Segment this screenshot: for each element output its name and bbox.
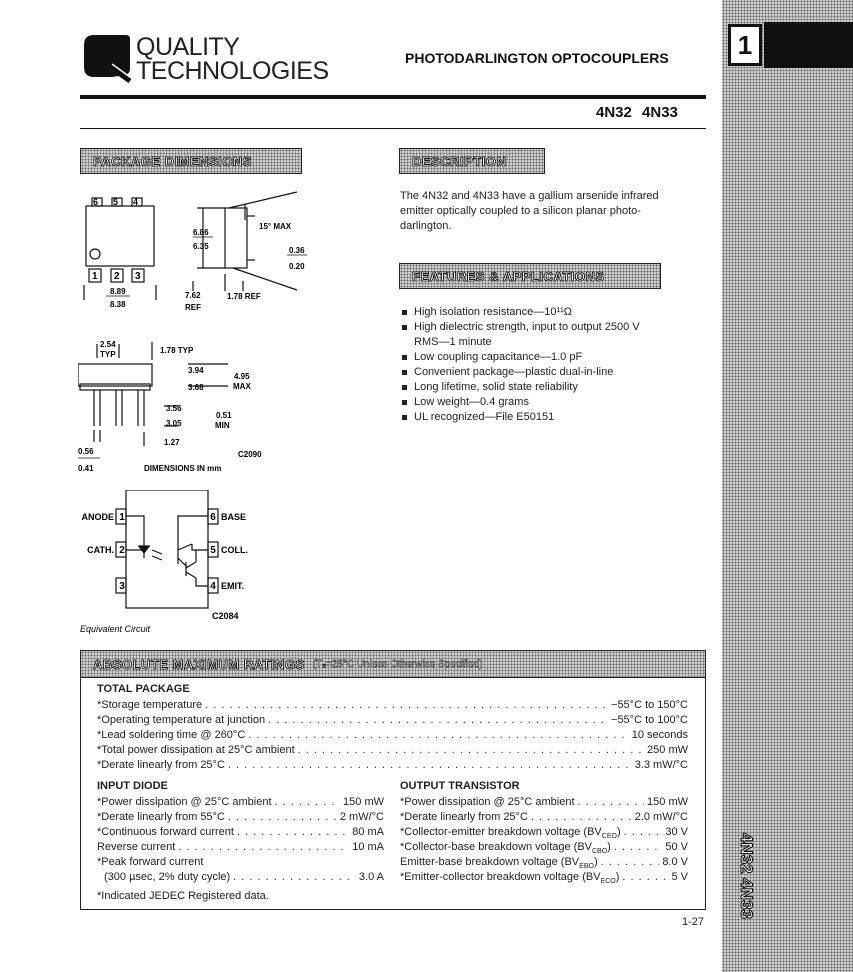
transistor-row: *Collector-base breakdown voltage $(BV_{CBO})$ . . . 50 V bbox=[400, 840, 688, 859]
transistor-row: Emitter-base breakdown voltage $(BV_{EBO})$ . . . 8.0 V bbox=[400, 855, 688, 874]
page-number: 1-27 bbox=[682, 916, 705, 928]
transistor-label: Emitter-base breakdown voltage (BV bbox=[400, 856, 580, 868]
diode-value: 3.0 A bbox=[358, 871, 384, 883]
lead-min: 0.20 bbox=[289, 262, 305, 271]
ratings-title: ABSOLUTE MAXIMUM RATINGS bbox=[93, 656, 305, 672]
feature-item-continuation: RMS—1 minute bbox=[414, 336, 492, 348]
units-note: DIMENSIONS IN mm bbox=[144, 464, 222, 473]
transistor-label: *Collector-base breakdown voltage (BV bbox=[400, 841, 592, 853]
part-numbers: 4N32 4N33 bbox=[596, 104, 678, 121]
rating-row bbox=[97, 758, 688, 772]
front-view-code: C2090 bbox=[238, 450, 262, 459]
pin-6-label: 6 bbox=[93, 197, 99, 207]
diode-row bbox=[97, 810, 384, 824]
transistor-row: *Collector-emitter breakdown voltage $(BV_{CEO})$ . . . 30 V bbox=[400, 825, 688, 844]
lead-width-min: 0.41 bbox=[78, 464, 94, 473]
feature-item: High isolation resistance—10¹¹Ω bbox=[400, 305, 710, 320]
transistor-value: 50 V bbox=[665, 841, 688, 853]
emitter-label: EMIT. bbox=[221, 581, 245, 591]
diode-row bbox=[104, 870, 384, 884]
circuit-pin-1: 1 bbox=[119, 512, 125, 523]
transistor-label: *Derate linearly from 25°C bbox=[400, 811, 528, 823]
spacing-ref: REF bbox=[185, 303, 201, 312]
circuit-pin-6: 6 bbox=[210, 512, 216, 523]
side-part-text: 4N32 4N33 bbox=[737, 832, 757, 919]
transistor-sub: CEO bbox=[601, 833, 617, 841]
circuit-pin-3: 3 bbox=[119, 581, 125, 592]
transistor-row bbox=[400, 795, 688, 809]
feature-item: UL recognized—File E50151 bbox=[400, 410, 710, 425]
circuit-pin-5: 5 bbox=[210, 545, 216, 556]
diode-value: 10 mA bbox=[352, 841, 384, 853]
feature-item: Convenient package—plastic dual-in-line bbox=[400, 365, 710, 380]
feature-item: Long lifetime, solid state reliability bbox=[400, 380, 710, 395]
diode-value: 80 mA bbox=[352, 826, 384, 838]
company-name-line1: QUALITY bbox=[136, 33, 240, 61]
rating-label: *Derate linearly from 25°C bbox=[97, 759, 225, 771]
transistor-value: 150 mW bbox=[647, 796, 688, 808]
company-logo-mark bbox=[82, 33, 132, 83]
jedec-footnote: *Indicated JEDEC Registered data. bbox=[97, 890, 269, 902]
tab-number: 1 bbox=[737, 29, 753, 60]
circuit-pin-2: 2 bbox=[119, 545, 125, 556]
diode-label: *Derate linearly from 55°C bbox=[97, 811, 225, 823]
ratings-heading bbox=[80, 650, 706, 678]
input-diode-heading: INPUT DIODE bbox=[97, 780, 168, 792]
spacing-value: 7.62 bbox=[185, 291, 201, 300]
anode-label: ANODE bbox=[81, 512, 114, 522]
rating-label: *Lead soldering time @ 260°C bbox=[97, 729, 246, 741]
output-transistor-heading: OUTPUT TRANSISTOR bbox=[400, 780, 520, 792]
rating-value: −55°C to 100°C bbox=[611, 714, 688, 726]
features-title: FEATURES & APPLICATIONS bbox=[412, 268, 605, 284]
body-max: 3.94 bbox=[188, 366, 204, 375]
side-part-label bbox=[733, 818, 759, 933]
package-dimensions-heading bbox=[80, 148, 302, 174]
total-package-heading: TOTAL PACKAGE bbox=[97, 683, 190, 695]
product-family-title: PHOTODARLINGTON OPTOCOUPLERS bbox=[405, 50, 669, 66]
transistor-value: 5 V bbox=[671, 871, 688, 883]
description-line: darlington. bbox=[400, 220, 452, 232]
description-title: DESCRIPTION bbox=[412, 153, 507, 169]
tab-number-box bbox=[728, 24, 762, 66]
equivalent-circuit bbox=[78, 490, 268, 640]
diode-label: *Continuous forward current bbox=[97, 826, 234, 838]
dim-width-min: 8.38 bbox=[110, 300, 126, 309]
diode-row bbox=[97, 840, 384, 854]
ratings-condition: (Tₐ=25°C Unless Otherwise Specified) bbox=[312, 658, 483, 670]
transistor-value: 8.0 V bbox=[662, 856, 688, 868]
height-max: 6.86 bbox=[193, 228, 209, 237]
transistor-label: *Emitter-collector breakdown voltage (BV bbox=[400, 871, 601, 883]
lead-max: 0.36 bbox=[289, 246, 305, 255]
package-top-view bbox=[78, 190, 168, 315]
rating-row bbox=[97, 713, 688, 727]
rating-value: 3.3 mW/°C bbox=[634, 759, 688, 771]
header-rule bbox=[80, 95, 706, 99]
diode-value: 2 mW/°C bbox=[339, 811, 384, 823]
circuit-caption: Equivalent Circuit bbox=[80, 624, 151, 634]
feature-item bbox=[400, 320, 710, 350]
pin-3-label: 3 bbox=[135, 271, 141, 282]
features-heading bbox=[399, 263, 661, 289]
angle-label: 15° MAX bbox=[259, 222, 292, 231]
description-line: The 4N32 and 4N33 have a gallium arsenide infrared bbox=[400, 190, 659, 202]
total-max: 4.95 bbox=[234, 372, 250, 381]
header-rule-thin bbox=[80, 128, 706, 129]
rating-row bbox=[97, 728, 688, 742]
pin-5-label: 5 bbox=[113, 197, 119, 207]
diode-label: *Peak forward current bbox=[97, 856, 204, 868]
package-front-view bbox=[78, 336, 268, 476]
rating-label: *Operating temperature at junction bbox=[97, 714, 266, 726]
feature-item-text: High dielectric strength, input to output 2500 V bbox=[414, 321, 640, 333]
transistor-sub: EBO bbox=[579, 863, 594, 871]
description-text bbox=[400, 189, 700, 234]
pitch-typ: TYP bbox=[100, 350, 116, 359]
description-line: emitter optically coupled to a silicon planar photo- bbox=[400, 205, 641, 217]
transistor-value: 30 V bbox=[665, 826, 688, 838]
lead-pitch-value: 1.27 bbox=[164, 438, 180, 447]
package-dimensions-title: PACKAGE DIMENSIONS bbox=[93, 153, 252, 169]
rating-value: 250 mW bbox=[647, 744, 688, 756]
standoff-label: MIN bbox=[215, 421, 230, 430]
body-min: 3.68 bbox=[188, 383, 204, 392]
rating-label: *Total power dissipation at 25°C ambient bbox=[97, 744, 295, 756]
company-name-line2: TECHNOLOGIES bbox=[136, 57, 329, 85]
tab-marker bbox=[764, 22, 853, 68]
transistor-row: *Emitter-collector breakdown voltage $(BV_{ECO})$ . . . 5 V bbox=[400, 870, 688, 889]
features-list bbox=[400, 305, 710, 425]
lead-width-max: 0.56 bbox=[78, 447, 94, 456]
rating-value: 10 seconds bbox=[631, 729, 688, 741]
transistor-sub: ECO bbox=[600, 878, 616, 886]
circuit-pin-4: 4 bbox=[210, 581, 216, 592]
pin-1-label: 1 bbox=[92, 271, 98, 282]
height-min: 6.35 bbox=[193, 242, 209, 251]
transistor-label: *Collector-emitter breakdown voltage (BV bbox=[400, 826, 602, 838]
diode-label: *Power dissipation @ 25°C ambient bbox=[97, 796, 272, 808]
transistor-row bbox=[400, 810, 688, 824]
base-label: BASE bbox=[221, 512, 247, 522]
standoff-value: 0.51 bbox=[216, 411, 232, 420]
diode-value: 150 mW bbox=[343, 796, 384, 808]
diode-label: (300 µsec, 2% duty cycle) bbox=[104, 871, 231, 883]
pin-4-label: 4 bbox=[133, 197, 139, 207]
rating-label: *Storage temperature bbox=[97, 699, 203, 711]
transistor-value: 2.0 mW/°C bbox=[634, 811, 688, 823]
feature-item: Low weight—0.4 grams bbox=[400, 395, 710, 410]
rating-row bbox=[97, 698, 688, 712]
package-side-view bbox=[185, 186, 315, 316]
diode-label: Reverse current bbox=[97, 841, 176, 853]
rating-row bbox=[97, 743, 688, 757]
cathode-label: CATH. bbox=[87, 545, 114, 555]
ref-pitch: 1.78 REF bbox=[227, 292, 261, 301]
pin-2-label: 2 bbox=[114, 271, 120, 282]
circuit-code: C2084 bbox=[212, 611, 239, 621]
diode-row bbox=[97, 855, 384, 869]
pitch-value: 2.54 bbox=[100, 340, 116, 349]
gap-value: 1.78 TYP bbox=[160, 346, 194, 355]
lead-len-max: 3.56 bbox=[166, 404, 182, 413]
lead-len-min: 3.05 bbox=[166, 419, 182, 428]
dim-width-max: 8.89 bbox=[110, 287, 126, 296]
collector-label: COLL. bbox=[221, 545, 248, 555]
transistor-label: *Power dissipation @ 25°C ambient bbox=[400, 796, 575, 808]
rating-value: −55°C to 150°C bbox=[611, 699, 688, 711]
diode-row bbox=[97, 795, 384, 809]
description-heading bbox=[399, 148, 545, 174]
feature-item: Low coupling capacitance—1.0 pF bbox=[400, 350, 710, 365]
transistor-sub: CBO bbox=[592, 848, 608, 856]
diode-row bbox=[97, 825, 384, 839]
total-max-label: MAX bbox=[233, 382, 251, 391]
